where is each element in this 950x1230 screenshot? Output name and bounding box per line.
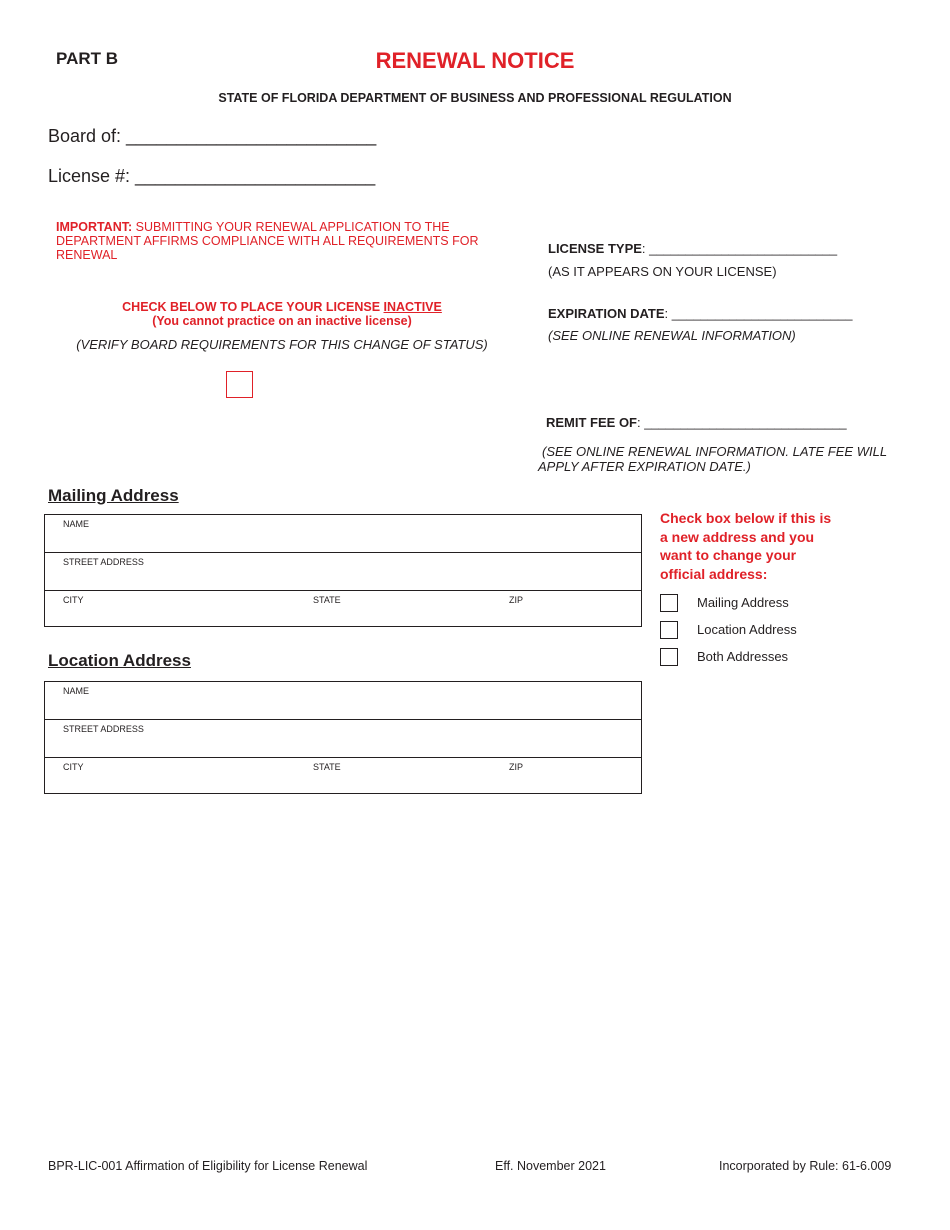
mailing-name-row[interactable] (45, 515, 641, 553)
inactive-checkbox[interactable] (226, 371, 253, 398)
mailing-city-row[interactable] (45, 591, 641, 628)
mailing-address-checkbox[interactable] (660, 594, 678, 612)
license-type-label: LICENSE TYPE (548, 241, 642, 256)
location-state-label: STATE (313, 762, 341, 772)
location-name-label: NAME (63, 686, 90, 696)
mailing-name-label: NAME (63, 519, 90, 529)
license-type-note: (AS IT APPEARS ON YOUR LICENSE) (548, 264, 777, 279)
important-text: SUBMITTING YOUR RENEWAL APPLICATION TO THE DEPARTMENT AFFIRMS COMPLIANCE WITH ALL REQUIREMENTS FOR RENEWAL (56, 220, 479, 262)
page-title: RENEWAL NOTICE (375, 48, 575, 73)
license-number-field[interactable]: License #: ________________________ (48, 166, 376, 186)
mailing-street-row[interactable] (45, 553, 641, 591)
mailing-zip-label: ZIP (509, 595, 524, 605)
footer-rule: Incorporated by Rule: 61-6.009 (719, 1159, 892, 1173)
expiration-date-field[interactable] (548, 306, 853, 321)
location-city-label: CITY (63, 762, 84, 772)
mailing-address-title: Mailing Address (48, 486, 179, 505)
both-addresses-option-label: Both Addresses (697, 649, 789, 664)
important-notice (56, 220, 506, 262)
location-address-box (44, 681, 642, 794)
location-name-row[interactable] (45, 682, 641, 720)
remit-blank: : ____________________________ (637, 415, 847, 430)
expiration-label: EXPIRATION DATE (548, 306, 665, 321)
mailing-street-label: STREET ADDRESS (63, 557, 144, 567)
mailing-address-box (44, 514, 642, 627)
page-subtitle: STATE OF FLORIDA DEPARTMENT OF BUSINESS AND PROFESSIONAL REGULATION (218, 91, 732, 105)
location-street-label: STREET ADDRESS (63, 724, 144, 734)
mailing-state-label: STATE (313, 595, 341, 605)
address-change-note: Check box below if this is a new address and you want to change your official address: (660, 510, 832, 582)
location-address-title: Location Address (48, 651, 191, 670)
location-address-option-label: Location Address (697, 622, 797, 637)
expiration-note: (SEE ONLINE RENEWAL INFORMATION) (548, 328, 796, 343)
location-city-row[interactable] (45, 758, 641, 795)
remit-fee-field[interactable] (546, 415, 847, 430)
inactive-line2: (You cannot practice on an inactive license) (152, 314, 412, 328)
inactive-instruction (56, 300, 508, 328)
expiration-blank: : _________________________ (664, 306, 853, 321)
remit-label: REMIT FEE OF (546, 415, 637, 430)
mailing-city-label: CITY (63, 595, 84, 605)
location-zip-label: ZIP (509, 762, 524, 772)
part-label: PART B (56, 49, 119, 68)
license-type-blank: : __________________________ (641, 241, 838, 256)
location-street-row[interactable] (45, 720, 641, 758)
mailing-address-option-label: Mailing Address (697, 595, 789, 610)
inactive-word: INACTIVE (383, 300, 442, 314)
location-address-checkbox[interactable] (660, 621, 678, 639)
footer-form-id: BPR-LIC-001 Affirmation of Eligibility for License Renewal (48, 1159, 368, 1173)
board-field[interactable]: Board of: _________________________ (48, 126, 377, 146)
important-lead: IMPORTANT: (56, 220, 133, 234)
remit-note: (SEE ONLINE RENEWAL INFORMATION. LATE FEE WILL APPLY AFTER EXPIRATION DATE.) (538, 444, 887, 474)
license-type-field[interactable] (548, 241, 837, 256)
verify-note: (VERIFY BOARD REQUIREMENTS FOR THIS CHANGE OF STATUS) (76, 337, 488, 352)
both-addresses-checkbox[interactable] (660, 648, 678, 666)
footer-effective-date: Eff. November 2021 (495, 1159, 606, 1173)
inactive-line1: CHECK BELOW TO PLACE YOUR LICENSE (122, 300, 384, 314)
